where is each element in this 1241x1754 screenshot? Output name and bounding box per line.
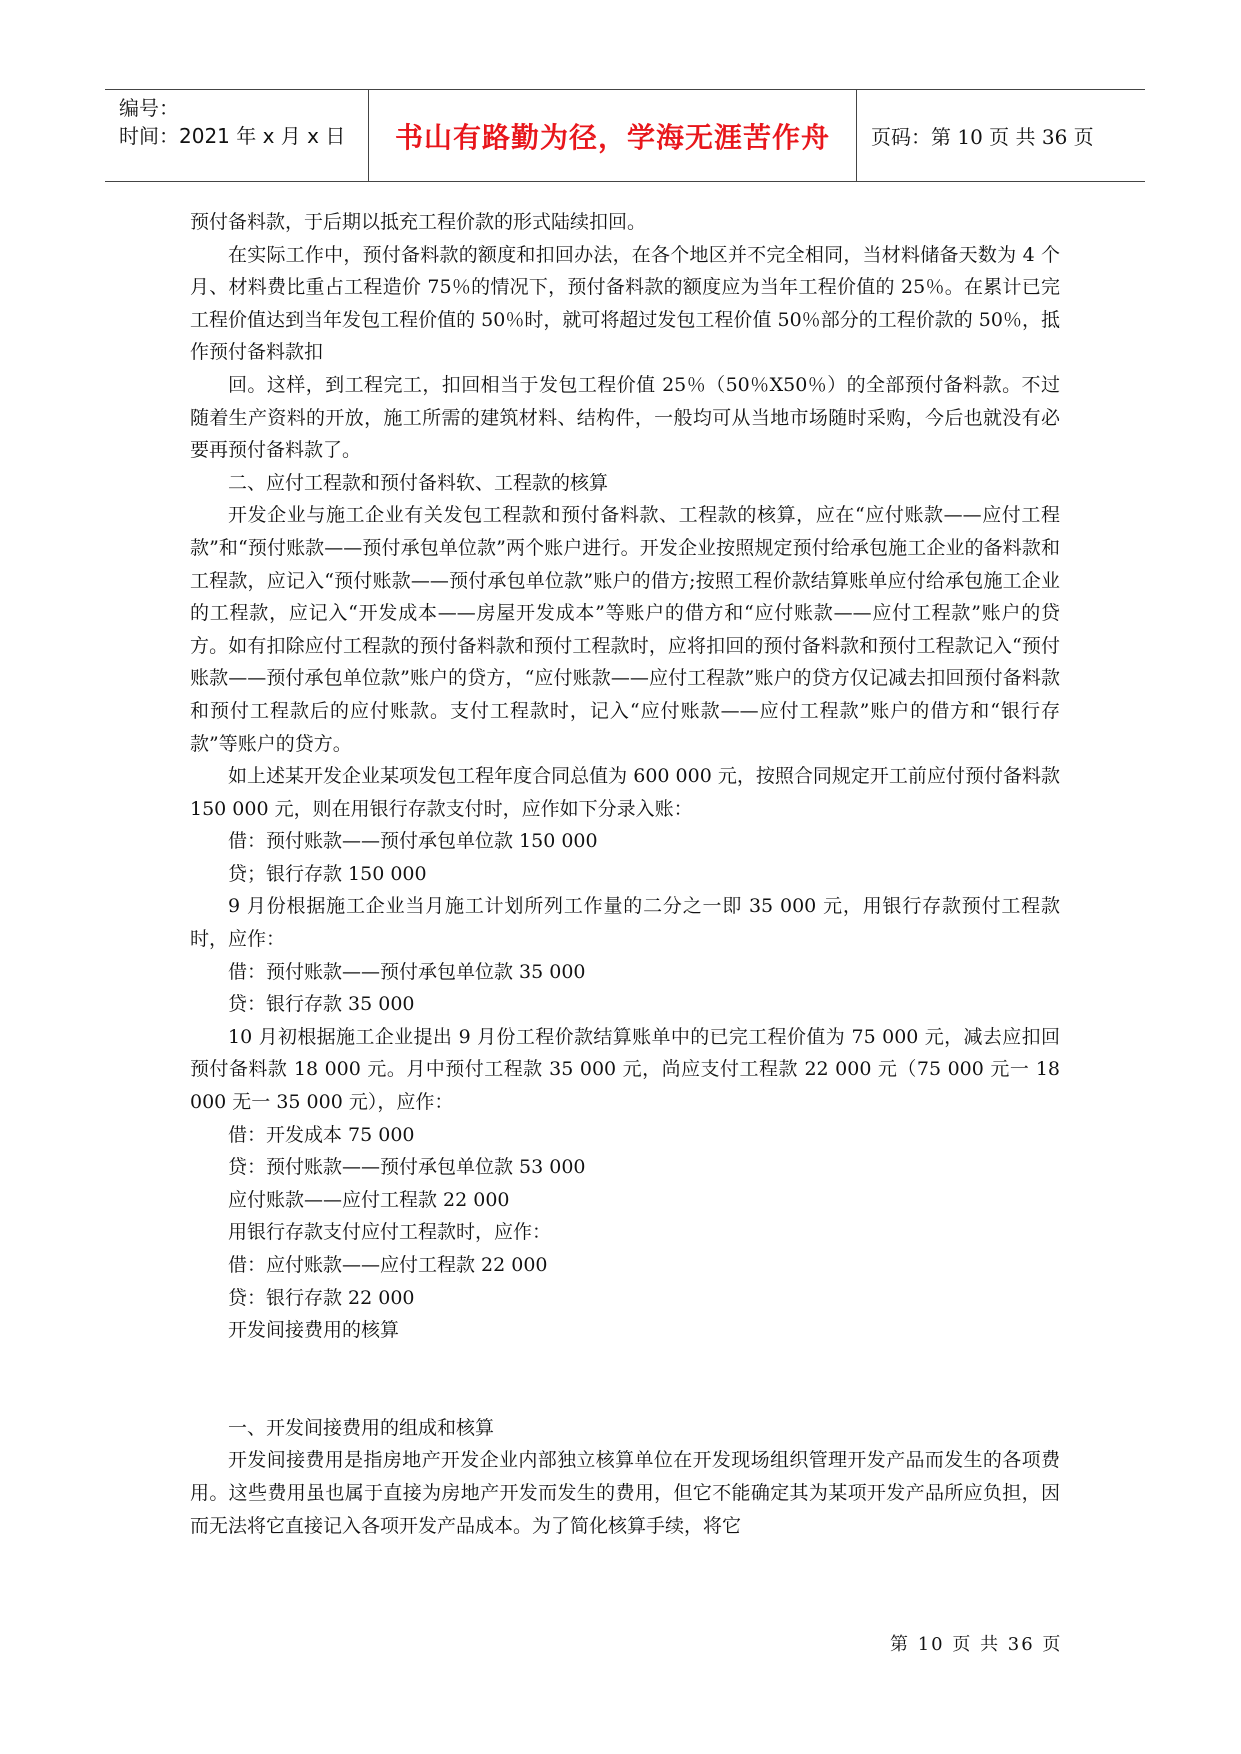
header-page-cell <box>857 90 1145 181</box>
header-meta <box>105 90 369 181</box>
section-heading: 开发间接费用的核算 <box>228 1319 400 1342</box>
header-motto-cell <box>369 90 857 181</box>
page-header <box>105 89 1145 182</box>
journal-entry: 应付账款——应付工程款 22 000 <box>228 1188 510 1211</box>
journal-entry: 贷：银行存款 22 000 <box>228 1286 415 1309</box>
section-heading: 一、开发间接费用的组成和核算 <box>228 1416 495 1439</box>
page-info: 页码：第 10 页 共 36 页 <box>871 125 1094 149</box>
paragraph: 10 月初根据施工企业提出 9 月份工程价款结算账单中的已完工程价值为 75 000 元，减去应扣回预付备料款 18 000 元。月中预付工程款 35 000 元，尚应支付工程款 22 000 元（75 000 元一 18 000 无一 35 000 元），应作： <box>190 1025 1060 1114</box>
paragraph: 预付备料款，于后期以抵充工程价款的形式陆续扣回。 <box>190 211 647 233</box>
paragraph: 9 月份根据施工企业当月施工计划所列工作量的二分之一即 35 000 元，用银行存款预付工程款时，应作： <box>190 895 1060 951</box>
page-footer: 第 10 页 共 36 页 <box>890 1634 1063 1655</box>
document-body <box>190 206 1060 1542</box>
motto: 书山有路勤为径，学海无涯苦作舟 <box>394 120 830 154</box>
journal-entry: 借：应付账款——应付工程款 22 000 <box>228 1254 548 1276</box>
journal-entry: 贷：银行存款 35 000 <box>228 993 415 1016</box>
journal-entry: 借：开发成本 75 000 <box>228 1123 415 1146</box>
paragraph: 开发企业与施工企业有关发包工程款和预付备料款、工程款的核算，应在“应付账款——应付工程款”和“预付账款——预付承包单位款”两个账户进行。开发企业按照规定预付给承包施工企业的备料款和工程款，应记入“预付账款——预付承包单位款”账户的借方;按照工程价款结算账单应付给承包施工企业的工程款，应记入“开发成本——房屋开发成本”等账户的借方和“应付账款——应付工程款”账户的贷方。如有扣除应付工程款的预付备料款和预付工程款时，应将扣回的预付备料款和预付工程款记入“预付账款——预付承包单位款”账户的贷方，“应付账款——应付工程款”账户的贷方仅记减去扣回预付备料款和预付工程款后的应付账款。支付工程款时，记入“应付账款——应付工程款”账户的借方和“银行存款”等账户的贷方。 <box>190 504 1060 755</box>
journal-entry: 贷：预付账款——预付承包单位款 53 000 <box>228 1156 586 1179</box>
spacer <box>190 1347 1060 1412</box>
section-heading: 二、应付工程款和预付备料软、工程款的核算 <box>228 471 609 494</box>
number-label: 编号： <box>119 96 179 120</box>
journal-entry: 借：预付账款——预付承包单位款 150 000 <box>228 830 598 853</box>
paragraph: 用银行存款支付应付工程款时，应作： <box>228 1221 552 1244</box>
paragraph: 在实际工作中，预付备料款的额度和扣回办法，在各个地区并不完全相同，当材料储备天数为 4 个月、材料费比重占工程造价 75％的情况下，预付备料款的额度应为当年工程价值的 25％。在累计已完工程价值达到当年发包工程价值的 50％时，就可将超过发包工程价值 50％部分的工程价款的 50％，抵作预付备料款扣 <box>190 243 1060 364</box>
journal-entry: 贷；银行存款 150 000 <box>228 862 427 885</box>
paragraph: 回。这样，到工程完工，扣回相当于发包工程价值 25％（50％X50％）的全部预付备料款。不过随着生产资料的开放，施工所需的建筑材料、结构件，一般均可从当地市场随时采购，今后也就没有必要再预付备料款了。 <box>190 373 1060 462</box>
journal-entry: 借：预付账款——预付承包单位款 35 000 <box>228 960 586 983</box>
time-label: 时间：2021 年 x 月 x 日 <box>119 124 346 148</box>
paragraph: 如上述某开发企业某项发包工程年度合同总值为 600 000 元，按照合同规定开工前应付预付备料款 150 000 元，则在用银行存款支付时，应作如下分录入账： <box>190 765 1060 820</box>
paragraph: 开发间接费用是指房地产开发企业内部独立核算单位在开发现场组织管理开发产品而发生的各项费用。这些费用虽也属于直接为房地产开发而发生的费用，但它不能确定其为某项开发产品所应负担，因而无法将它直接记入各项开发产品成本。为了简化核算手续，将它 <box>190 1449 1060 1537</box>
